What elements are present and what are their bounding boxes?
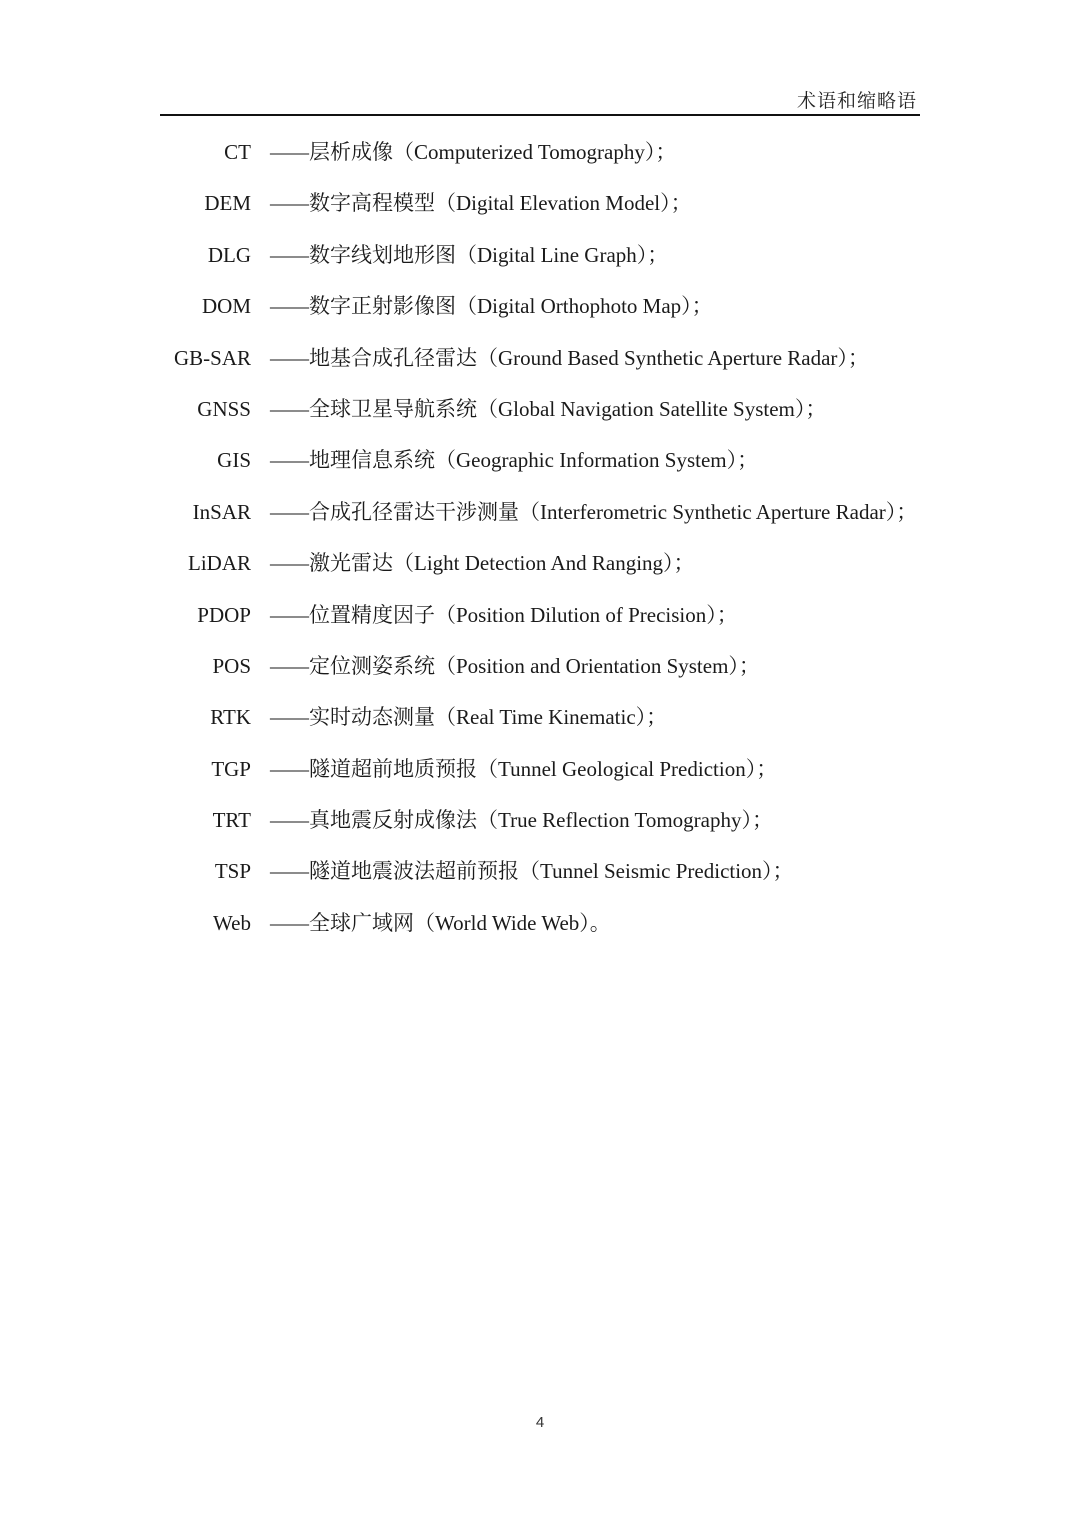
- term-row: [0, 290, 1080, 341]
- term-definition: [270, 393, 826, 425]
- term-definition-text: 全球卫星导航系统（Global Navigation Satellite System）；: [309, 396, 827, 421]
- term-abbreviation: POS: [212, 653, 251, 678]
- term-row: [0, 753, 1080, 804]
- term-abbreviation: CT: [224, 140, 251, 164]
- term-abbreviation: TGP: [211, 756, 251, 781]
- term-definition: [270, 701, 667, 733]
- term-definition-text: 地理信息系统（Geographic Information System）；: [309, 448, 759, 473]
- running-header: 术语和缩略语: [796, 91, 917, 112]
- term-definition: [270, 907, 611, 939]
- term-row: [0, 136, 1080, 187]
- term-definition: [270, 136, 676, 168]
- term-abbreviation: InSAR: [192, 499, 251, 524]
- term-dash: ——: [270, 294, 306, 319]
- term-definition-text: 定位测姿系统（Position and Orientation System）；: [309, 653, 760, 678]
- term-row: [0, 804, 1080, 855]
- term-definition: [270, 342, 869, 374]
- term-definition-text: 隧道地震波法超前预报（Tunnel Seismic Prediction）；: [309, 859, 794, 884]
- term-dash: ——: [270, 756, 306, 781]
- term-definition: [270, 599, 738, 631]
- term-definition: [270, 753, 777, 785]
- term-dash: ——: [270, 653, 306, 678]
- term-abbreviation: DLG: [207, 242, 251, 267]
- term-dash: ——: [270, 499, 306, 524]
- term-definition-text: 激光雷达（Light Detection And Ranging）；: [309, 551, 695, 576]
- term-definition-text: 合成孔径雷达干涉测量（Interferometric Synthetic Aperture Radar）；: [309, 499, 918, 524]
- term-dash: ——: [270, 448, 306, 473]
- term-abbreviation: PDOP: [197, 602, 251, 627]
- term-definition: [270, 444, 758, 476]
- term-dash: ——: [270, 602, 306, 627]
- term-dash: ——: [270, 345, 306, 370]
- term-abbreviation: GB-SAR: [173, 345, 251, 370]
- term-abbreviation: TSP: [214, 859, 251, 884]
- term-definition: [270, 804, 773, 836]
- term-definition-text: 隧道超前地质预报（Tunnel Geological Prediction）；: [309, 756, 778, 781]
- terms-list: [0, 136, 1080, 958]
- term-row: [0, 547, 1080, 598]
- term-definition-text: 数字正射影像图（Digital Orthophoto Map）；: [309, 294, 713, 319]
- term-row: [0, 599, 1080, 650]
- term-dash: ——: [270, 242, 306, 267]
- term-definition-text: 数字线划地形图（Digital Line Graph）；: [309, 242, 669, 267]
- term-row: [0, 444, 1080, 495]
- term-row: [0, 239, 1080, 290]
- term-dash: ——: [270, 910, 306, 935]
- term-dash: ——: [270, 808, 306, 833]
- term-abbreviation: LiDAR: [188, 551, 251, 576]
- term-definition: [270, 855, 794, 887]
- term-definition-text: 实时动态测量（Real Time Kinematic）；: [309, 705, 668, 730]
- term-definition-text: 数字高程模型（Digital Elevation Model）；: [309, 191, 692, 216]
- term-dash: ——: [270, 705, 306, 730]
- term-row: [0, 496, 1080, 547]
- page-number: 4: [535, 1414, 545, 1431]
- term-definition-text: 真地震反射成像法（True Reflection Tomography）；: [309, 808, 773, 833]
- term-definition-text: 位置精度因子（Position Dilution of Precision）；: [309, 602, 738, 627]
- term-abbreviation: GIS: [217, 448, 251, 473]
- term-row: [0, 187, 1080, 238]
- term-abbreviation: DOM: [201, 294, 251, 319]
- term-definition: [270, 239, 668, 271]
- term-abbreviation: Web: [213, 910, 251, 935]
- term-row: [0, 393, 1080, 444]
- term-definition-text: 全球广域网（World Wide Web）。: [309, 910, 611, 935]
- term-row: [0, 907, 1080, 958]
- term-row: [0, 701, 1080, 752]
- term-definition-text: 地基合成孔径雷达（Ground Based Synthetic Aperture Radar）；: [309, 345, 869, 370]
- term-definition: [270, 187, 692, 219]
- term-abbreviation: GNSS: [197, 396, 251, 421]
- term-abbreviation: TRT: [212, 808, 251, 833]
- term-row: [0, 650, 1080, 701]
- term-row: [0, 342, 1080, 393]
- term-dash: ——: [270, 140, 306, 164]
- term-abbreviation: DEM: [204, 191, 251, 216]
- term-row: [0, 855, 1080, 906]
- term-definition: [270, 547, 695, 579]
- term-definition: [270, 650, 760, 682]
- term-definition: [270, 496, 917, 528]
- term-dash: ——: [270, 859, 306, 884]
- header-rule: [160, 114, 920, 116]
- term-dash: ——: [270, 396, 306, 421]
- term-definition: [270, 290, 713, 322]
- term-definition-text: 层析成像（Computerized Tomography）；: [309, 140, 677, 164]
- term-dash: ——: [270, 191, 306, 216]
- term-abbreviation: RTK: [210, 705, 251, 730]
- term-dash: ——: [270, 551, 306, 576]
